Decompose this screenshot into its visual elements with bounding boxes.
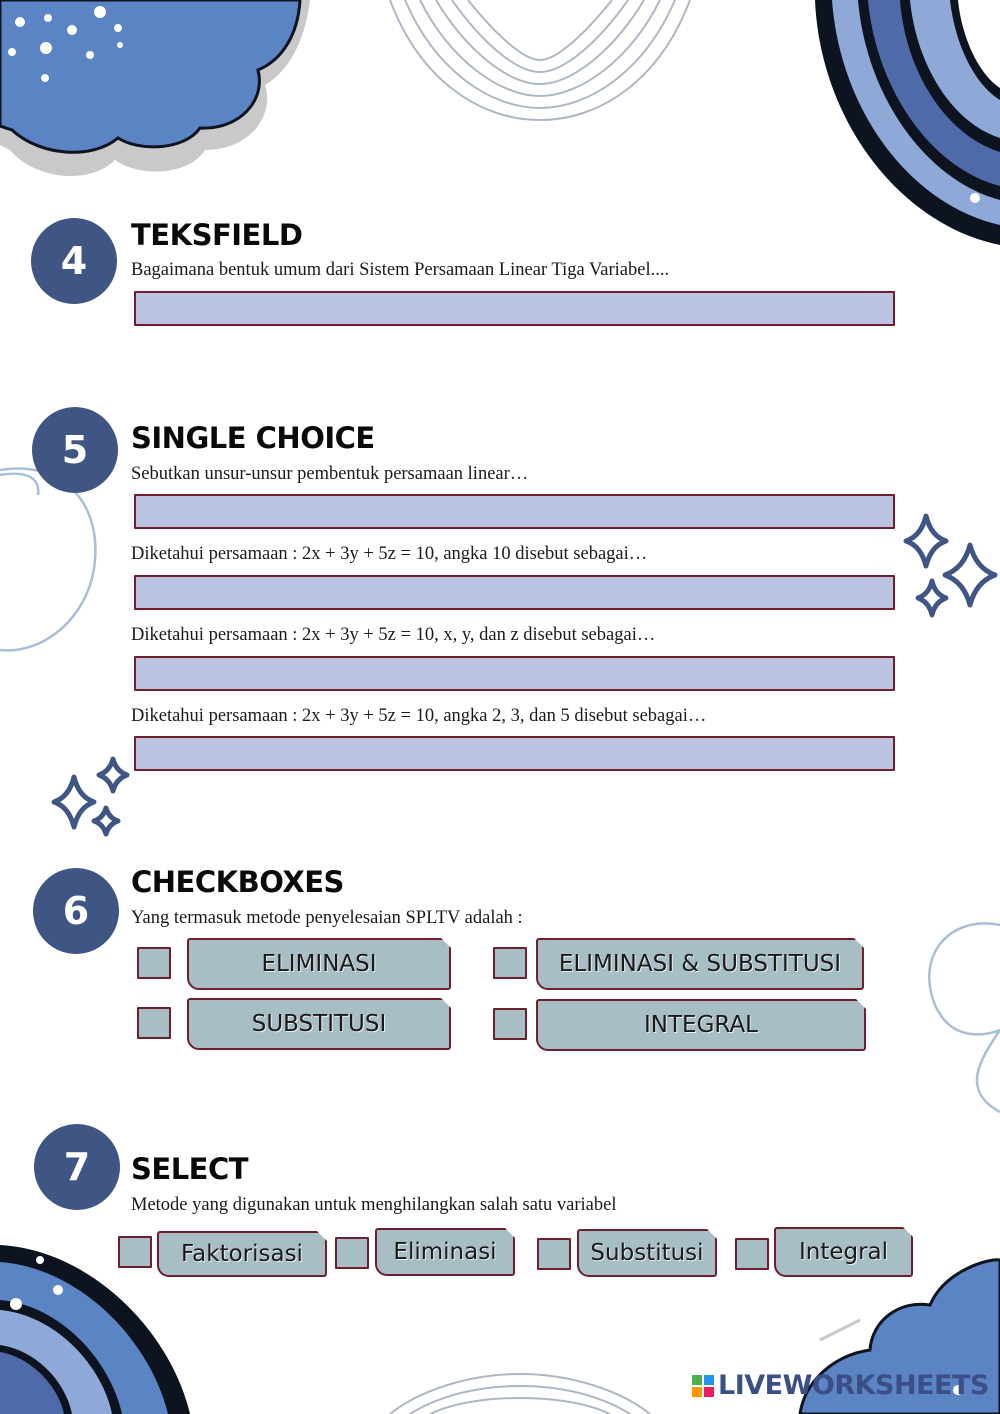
answer-field-1[interactable] [134, 494, 895, 529]
select-box-substitusi[interactable] [537, 1238, 571, 1270]
section-title-checkboxes: CHECKBOXES [131, 865, 344, 899]
section-title-single-choice: SINGLE CHOICE [131, 421, 375, 455]
liveworksheets-brand [692, 1372, 989, 1399]
arcs-bottom-decoration [390, 1374, 650, 1414]
question-text: Diketahui persamaan : 2x + 3y + 5z = 10, x, y, dan z disebut sebagai… [131, 625, 656, 645]
option-eliminasi-substitusi: ELIMINASI & SUBSTITUSI [536, 938, 864, 990]
section-title-select: SELECT [131, 1152, 249, 1186]
section-number-badge: 5 [32, 407, 118, 493]
option-eliminasi: ELIMINASI [187, 938, 451, 990]
option-integral: INTEGRAL [536, 999, 866, 1051]
section-number-badge: 4 [31, 218, 117, 304]
rainbow-top-right-decoration [815, 0, 1000, 245]
question-text: Metode yang digunakan untuk menghilangkan salah satu variabel [131, 1195, 617, 1215]
answer-textfield[interactable] [134, 291, 895, 326]
swirl-left-decoration [0, 468, 95, 650]
select-box-faktorisasi[interactable] [118, 1236, 152, 1268]
option-substitusi-select: Substitusi [577, 1229, 717, 1277]
brand-text: LIVEWORKSHEETS [718, 1370, 989, 1401]
sparkles-left-decoration [54, 759, 127, 834]
option-integral-select: Integral [774, 1227, 913, 1277]
arcs-top-decoration [390, 0, 690, 120]
option-substitusi: SUBSTITUSI [187, 998, 451, 1050]
cloud-top-left-decoration [0, 0, 310, 176]
answer-field-4[interactable] [134, 736, 895, 771]
section-title-teksfield: TEKSFIELD [131, 218, 303, 252]
question-text: Diketahui persamaan : 2x + 3y + 5z = 10, angka 10 disebut sebagai… [131, 544, 648, 564]
question-text: Sebutkan unsur-unsur pembentuk persamaan linear… [131, 464, 529, 484]
select-box-integral[interactable] [735, 1238, 769, 1270]
checkbox-integral[interactable] [493, 1008, 527, 1040]
select-box-eliminasi[interactable] [335, 1237, 369, 1269]
liveworksheets-logo-icon [692, 1375, 714, 1397]
sparkles-right-decoration [906, 516, 995, 615]
answer-field-2[interactable] [134, 575, 895, 610]
checkbox-eliminasi[interactable] [137, 947, 171, 979]
option-eliminasi-select: Eliminasi [375, 1228, 515, 1276]
section-number-badge: 6 [33, 868, 119, 954]
checkbox-eliminasi-substitusi[interactable] [493, 947, 527, 979]
checkbox-substitusi[interactable] [137, 1007, 171, 1039]
option-faktorisasi: Faktorisasi [157, 1231, 327, 1277]
question-text: Yang termasuk metode penyelesaian SPLTV adalah : [131, 908, 523, 928]
question-text: Diketahui persamaan : 2x + 3y + 5z = 10, angka 2, 3, dan 5 disebut sebagai… [131, 706, 707, 726]
answer-field-3[interactable] [134, 656, 895, 691]
question-text: Bagaimana bentuk umum dari Sistem Persamaan Linear Tiga Variabel.... [131, 260, 670, 280]
section-number-badge: 7 [34, 1124, 120, 1210]
loop-right-decoration [929, 923, 1000, 1112]
